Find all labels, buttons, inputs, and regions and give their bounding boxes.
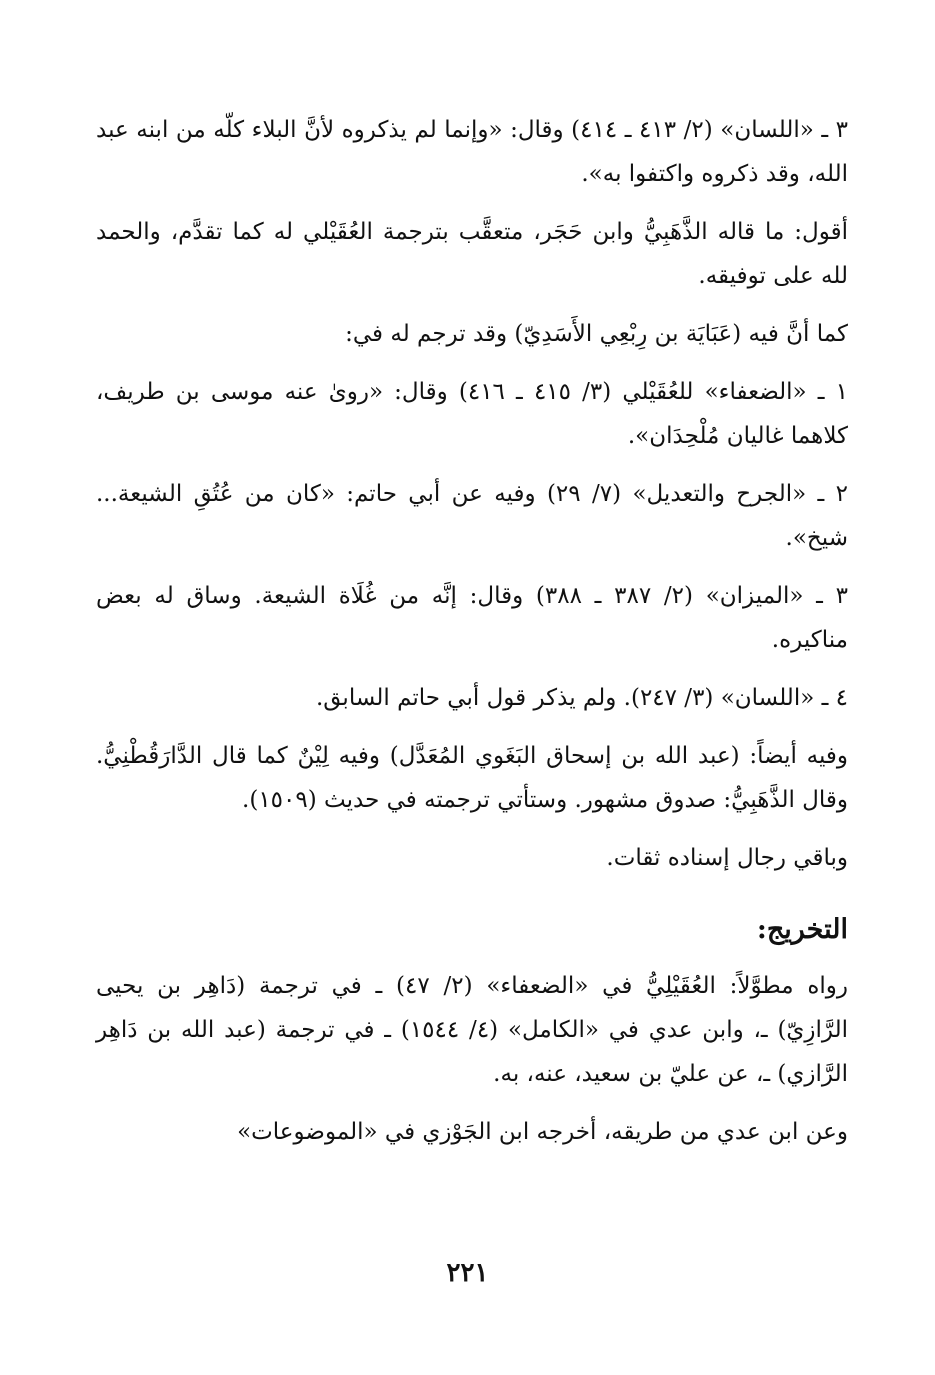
paragraph-mizan: ٣ ـ «الميزان» (٢/ ٣٨٧ ـ ٣٨٨) وقال: إنَّه من غُلَاة الشيعة. وساق له بعض مناكيره. <box>96 583 848 653</box>
paragraph-takhrij-2: وعن ابن عدي من طريقه، أخرجه ابن الجَوْزي في «الموضوعات» <box>237 1119 848 1145</box>
paragraph-abdullah-ishaq: وفيه أيضاً: (عبد الله بن إسحاق البَغَوي المُعَدَّل) وفيه لِيْنٌ كما قال الدَّارَقُطْنِيُّ. وقال الذَّهَبِيُّ: صدوق مشهور. وستأتي ترجمته في حديث (١٥٠٩). <box>96 743 848 813</box>
paragraph-takhrij-1: رواه مطوَّلاً: العُقَيْلِيُّ في «الضعفاء» (٢/ ٤٧) ـ في ترجمة (دَاهِر بن يحيى الرَّازِيّ) ـ، وابن عدي في «الكامل» (٤/ ١٥٤٤) ـ في ترجمة (عبد الله بن دَاهِر الرَّازي) ـ، عن عليّ بن سعيد، عنه، به. <box>96 973 849 1087</box>
paragraph-lisan-1: ٣ ـ «اللسان» (٢/ ٤١٣ ـ ٤١٤) وقال: «وإنما لم يذكروه لأنَّ البلاء كلّه من ابنه عبد الله، وقد ذكروه واكتفوا به». <box>96 117 849 187</box>
paragraph-abaya-intro: كما أنَّ فيه (عَبَايَة بن رِبْعِي الأَسَدِيّ) وقد ترجم له في: <box>345 321 848 347</box>
paragraph-thiqat: وباقي رجال إسناده ثقات. <box>606 845 848 871</box>
paragraph-aqul: أقول: ما قاله الذَّهَبِيُّ وابن حَجَر، متعقَّب بترجمة العُقَيْلي له كما تقدَّم، والحمد لله على توفيقه. <box>96 219 848 289</box>
paragraph-lisan-2: ٤ ـ «اللسان» (٣/ ٢٤٧). ولم يذكر قول أبي حاتم السابق. <box>315 685 848 711</box>
paragraph-jarh-tadil: ٢ ـ «الجرح والتعديل» (٧/ ٢٩) وفيه عن أبي حاتم: «كان من عُتُقِ الشيعة... شيخ». <box>96 481 848 551</box>
page-body <box>96 108 848 1154</box>
section-heading-takhrij: التخريج: <box>756 914 848 945</box>
paragraph-duafa: ١ ـ «الضعفاء» للعُقَيْلي (٣/ ٤١٥ ـ ٤١٦) وقال: «روىٰ عنه موسى بن طريف، كلاهما غاليان مُلْحِدَان». <box>96 379 848 449</box>
page-number: ٢٢١ <box>446 1258 489 1288</box>
